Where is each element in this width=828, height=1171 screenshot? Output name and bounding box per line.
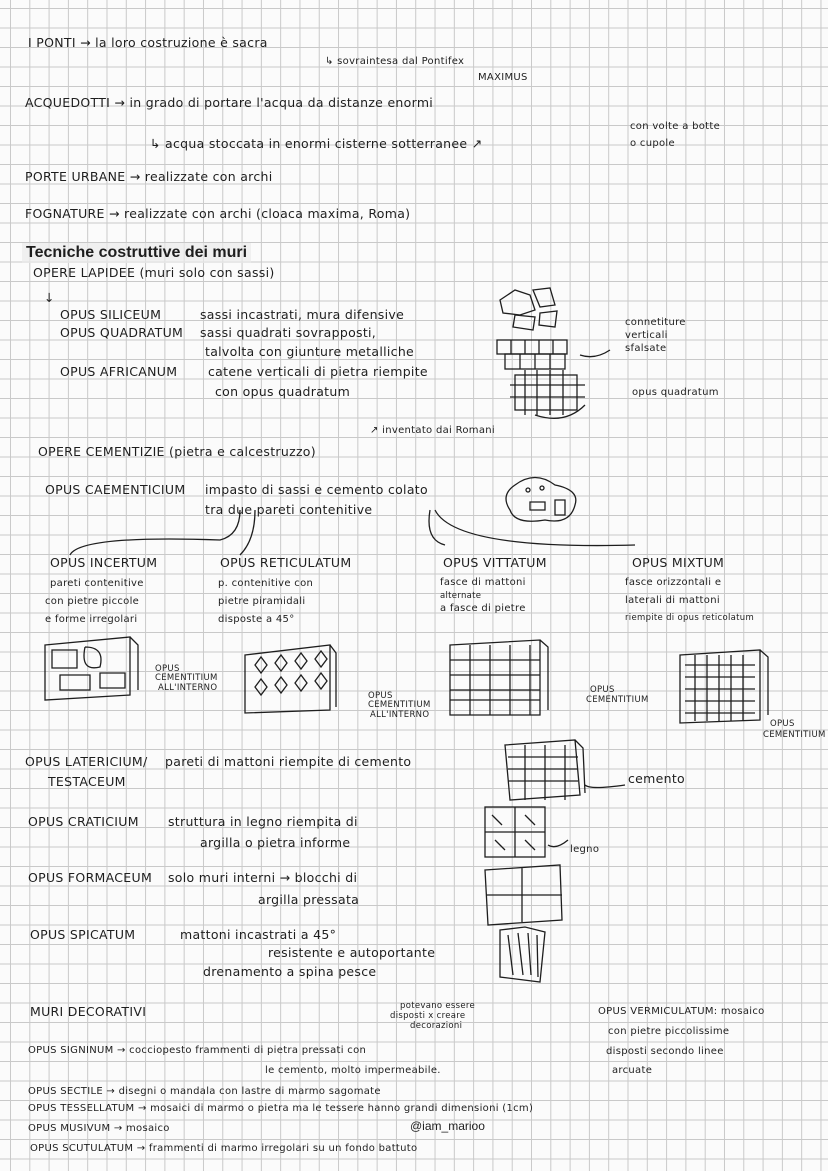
volte-note-2: o cupole [630, 138, 675, 149]
note: verticali [625, 330, 668, 341]
item-desc: sassi quadrati sovrapposti, [200, 325, 377, 340]
column-title: OPUS RETICULATUM [220, 555, 352, 570]
cementizie-title: OPERE CEMENTIZIE (pietra e calcestruzzo) [38, 444, 316, 459]
column-line: riempite di opus reticolatum [625, 613, 755, 623]
column-title: OPUS MIXTUM [632, 555, 725, 570]
wall-sketches-cementizie [40, 635, 800, 745]
column-line: pareti contenitive [50, 578, 144, 589]
sketch-label: OPUS [770, 719, 795, 729]
item-name: OPUS LATERICIUM/ [25, 754, 148, 769]
sketch-label: ALL'INTERNO [370, 710, 430, 720]
item-desc: sassi incastrati, mura difensive [200, 307, 405, 322]
column-title: OPUS VITTATUM [443, 555, 547, 570]
item-desc: mattoni incastrati a 45° [180, 927, 337, 942]
scutulatum-line: OPUS SCUTULATUM → frammenti di marmo irregolari su un fondo battuto [30, 1143, 418, 1154]
item-name: OPUS SILICEUM [60, 307, 162, 322]
ponti-line: I PONTI → la loro costruzione è sacra [28, 35, 268, 50]
vermiculatum-line: disposti secondo linee [606, 1046, 724, 1057]
note: decorazioni [410, 1021, 463, 1031]
column-line: p. contenitive con [218, 578, 314, 589]
item-desc: resistente e autoportante [268, 945, 436, 960]
sketch-label: OPUS [590, 685, 615, 695]
sketch-label: CEMENTITIUM [586, 695, 649, 705]
sketch-label: OPUS [155, 664, 180, 674]
sketch-label: CEMENTITIUM [763, 730, 826, 740]
column-line: con pietre piccole [45, 596, 140, 607]
item-desc: solo muri interni → blocchi di [168, 870, 358, 885]
cementizie-sketch-and-arrows [30, 470, 790, 565]
item-name: OPUS SPICATUM [30, 927, 136, 942]
note: opus quadratum [632, 387, 719, 398]
item-name: OPUS AFRICANUM [60, 364, 178, 379]
note: legno [570, 844, 600, 855]
column-line: laterali di mattoni [625, 595, 720, 606]
item-name: TESTACEUM [48, 774, 126, 789]
note: ↗ inventato dai Romani [370, 425, 495, 436]
fognature-line: FOGNATURE → realizzate con archi (cloaca maxima, Roma) [25, 206, 411, 221]
decorativi-title: MURI DECORATIVI [30, 1004, 147, 1019]
ponti-sub2: MAXIMUS [478, 72, 528, 83]
item-desc: tra due pareti contenitive [205, 502, 373, 517]
acquedotti-sub: ↳ acqua stoccata in enormi cisterne sotterranee ↗ [150, 136, 483, 151]
vermiculatum-line: arcuate [612, 1065, 653, 1076]
column-title: OPUS INCERTUM [50, 555, 158, 570]
vermiculatum-line: OPUS VERMICULATUM: mosaico [598, 1006, 765, 1017]
signinum-line-2: le cemento, molto impermeabile. [265, 1065, 441, 1076]
column-line: fasce orizzontali e [625, 577, 722, 588]
sketch-label: ALL'INTERNO [158, 683, 218, 693]
item-desc: struttura in legno riempita di [168, 814, 358, 829]
item-desc: argilla o pietra informe [200, 835, 351, 850]
watermark: @iam_marioo [410, 1119, 485, 1133]
item-desc: argilla pressata [258, 892, 360, 907]
item-desc: con opus quadratum [215, 384, 351, 399]
item-desc: pareti di mattoni riempite di cemento [165, 754, 412, 769]
column-line: a fasce di pietre [440, 603, 526, 614]
musivum-line: OPUS MUSIVUM → mosaico [28, 1123, 170, 1134]
item-desc: catene verticali di pietra riempite [208, 364, 428, 379]
item-name: OPUS QUADRATUM [60, 325, 184, 340]
sectile-line: OPUS SECTILE → disegni o mandala con lastre di marmo sagomate [28, 1086, 381, 1097]
lapidee-title: OPERE LAPIDEE (muri solo con sassi) [33, 265, 275, 280]
signinum-line: OPUS SIGNINUM → cocciopesto frammenti di pietra pressati con [28, 1045, 367, 1056]
item-desc: talvolta con giunture metalliche [205, 344, 415, 359]
item-name: OPUS FORMACEUM [28, 870, 153, 885]
volte-note: con volte a botte [630, 121, 721, 132]
item-desc: impasto di sassi e cemento colato [205, 482, 428, 497]
note: sfalsate [625, 343, 667, 354]
item-name: OPUS CRATICIUM [28, 814, 139, 829]
column-line: fasce di mattoni [440, 577, 526, 588]
column-line: disposte a 45° [218, 614, 295, 625]
sketch-label: CEMENTITIUM [155, 673, 218, 683]
section-heading: Tecniche costruttive dei muri [22, 243, 251, 263]
item-name: OPUS CAEMENTICIUM [45, 482, 186, 497]
down-arrow-icon: ↓ [44, 290, 55, 305]
acquedotti-line: ACQUEDOTTI → in grado di portare l'acqua da distanze enormi [25, 95, 434, 110]
tessellatum-line: OPUS TESSELLATUM → mosaici di marmo o pietra ma le tessere hanno grandi dimensioni (1cm) [28, 1103, 534, 1114]
item-desc: drenamento a spina pesce [203, 964, 377, 979]
sketch-label: OPUS [368, 691, 393, 701]
wall-sketches-others [480, 735, 620, 985]
column-line: pietre piramidali [218, 596, 306, 607]
column-line: alternate [440, 591, 482, 601]
porte-line: PORTE URBANE → realizzate con archi [25, 169, 273, 184]
note: cemento [628, 771, 686, 786]
wall-sketches-lapidee [495, 285, 625, 425]
note: disposti x creare [390, 1011, 466, 1021]
note: connetiture [625, 317, 686, 328]
sketch-label: CEMENTITIUM [368, 700, 431, 710]
ponti-sub: ↳ sovraintesa dal Pontifex [325, 56, 465, 67]
column-line: e forme irregolari [45, 614, 138, 625]
vermiculatum-line: con pietre piccolissime [608, 1026, 730, 1037]
note: potevano essere [400, 1001, 476, 1011]
